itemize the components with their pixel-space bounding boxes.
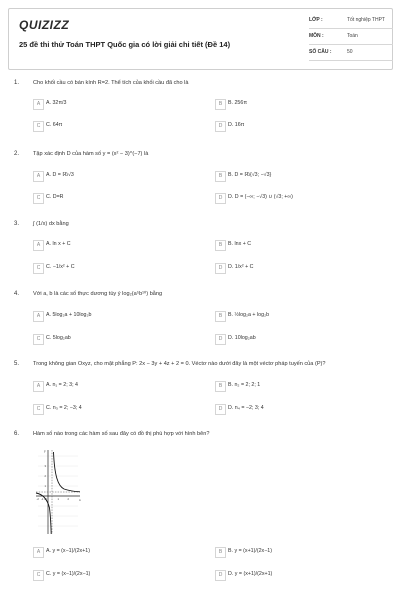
question-number: 5. (14, 361, 20, 367)
option-text: B. D = ℝ\{√3; −√3} (228, 172, 272, 178)
question-number: 3. (14, 221, 20, 227)
function-graph (34, 446, 82, 538)
class-label: LỚP : (309, 17, 323, 23)
question-text: Trong không gian Oxyz, cho mặt phẳng P: 2x − 3y + 4z + 2 = 0. Véctơ nào dưới đây là một véctơ pháp tuyến của (P)? (33, 361, 326, 367)
option-letter-box[interactable]: A (33, 99, 44, 110)
class-value: Tốt nghiệp THPT (347, 17, 385, 23)
option-text: D. 10log₂ab (228, 335, 256, 341)
question-text: Hàm số nào trong các hàm số sau đây có đồ thị phù hợp với hình bên? (33, 431, 210, 437)
option-letter-box[interactable]: C (33, 570, 44, 581)
option-text: B. ½log₂a + log₂b (228, 312, 270, 318)
option-letter-box[interactable]: D (215, 263, 226, 274)
option-letter-box[interactable]: C (33, 121, 44, 132)
option-letter-box[interactable]: D (215, 334, 226, 345)
meta-divider (309, 44, 393, 45)
option-text: A. ln x + C (46, 241, 71, 247)
option-text: A. 32π/3 (46, 100, 67, 106)
option-letter-box[interactable]: D (215, 121, 226, 132)
x-tick-label: -1 (41, 498, 44, 501)
option-letter-box[interactable]: D (215, 404, 226, 415)
question-number: 6. (14, 431, 20, 437)
subject-label: MÔN : (309, 33, 324, 39)
meta-divider (309, 28, 393, 29)
option-letter-box[interactable]: D (215, 570, 226, 581)
question-text: ∫ (1/x) dx bằng (33, 221, 69, 227)
option-text: B. lnx + C (228, 241, 252, 247)
option-text: A. D = ℝ\√3 (46, 172, 74, 178)
x-tick-label: -2 (36, 498, 39, 501)
option-text: A. n₁ = 2; 3; 4 (46, 382, 78, 388)
subject-value: Toán (347, 33, 358, 39)
quiz-title: 25 đề thi thử Toán THPT Quốc gia có lời giải chi tiết (Đề 14) (19, 40, 231, 49)
option-letter-box[interactable]: C (33, 263, 44, 274)
option-text: D. n₄ = −2; 3; 4 (228, 405, 264, 411)
y-tick-label: 2 (44, 475, 46, 478)
y-tick-label: 3 (44, 465, 46, 468)
x-axis-label: x (79, 498, 81, 502)
option-text: C. y = (x−1)/(2x−1) (46, 571, 91, 577)
origin-label: O (44, 497, 47, 501)
count-label: SỐ CÂU : (309, 49, 332, 55)
option-text: A. 5log₂a + 10log₂b (46, 312, 92, 318)
option-letter-box[interactable]: A (33, 240, 44, 251)
option-text: B. 256π (228, 100, 247, 106)
option-text: C. n₃ = 2; −3; 4 (46, 405, 82, 411)
x-tick-label: 1 (57, 498, 59, 501)
option-letter-box[interactable]: A (33, 547, 44, 558)
option-text: D. 16π (228, 122, 245, 128)
option-letter-box[interactable]: B (215, 99, 226, 110)
y-tick-label: 1 (44, 485, 46, 488)
x-tick-label: 2 (67, 498, 69, 501)
question-number: 1. (14, 80, 20, 86)
question-text: Cho khối cầu có bán kính R=2. Thể tích của khối cầu đã cho là (33, 80, 189, 86)
y-axis-label: y (44, 449, 46, 453)
option-text: D. D = (−∞; −√3) ∪ (√3; +∞) (228, 194, 293, 200)
option-text: C. D=R (46, 194, 64, 200)
option-text: D. y = (x+1)/(2x+1) (228, 571, 273, 577)
option-text: C. 5log₂ab (46, 335, 71, 341)
option-text: B. n₂ = 2; 2; 1 (228, 382, 261, 388)
question-number: 4. (14, 291, 20, 297)
option-letter-box[interactable]: B (215, 547, 226, 558)
option-letter-box[interactable]: A (33, 381, 44, 392)
option-letter-box[interactable]: A (33, 311, 44, 322)
option-letter-box[interactable]: C (33, 193, 44, 204)
option-letter-box[interactable]: B (215, 311, 226, 322)
option-text: C. 64π (46, 122, 63, 128)
option-letter-box[interactable]: A (33, 171, 44, 182)
question-text: Tập xác định D của hàm số y = (x² − 3)^(−7) là (33, 151, 149, 157)
option-letter-box[interactable]: B (215, 240, 226, 251)
question-text: Với a, b là các số thực dương tùy ý log₂(a⁵b¹⁰) bằng (33, 291, 163, 297)
option-letter-box[interactable]: C (33, 334, 44, 345)
option-letter-box[interactable]: B (215, 171, 226, 182)
meta-divider (309, 60, 393, 61)
option-text: D. 1/x² + C (228, 264, 254, 270)
quiz-header (8, 8, 393, 70)
option-letter-box[interactable]: B (215, 381, 226, 392)
question-number: 2. (14, 151, 20, 157)
option-letter-box[interactable]: C (33, 404, 44, 415)
option-letter-box[interactable]: D (215, 193, 226, 204)
option-text: C. −1/x² + C (46, 264, 75, 270)
quizizz-logo: QUIZIZZ (19, 18, 70, 32)
count-value: 50 (347, 49, 353, 55)
option-text: A. y = (x−1)/(2x+1) (46, 548, 91, 554)
option-text: B. y = (x+1)/(2x−1) (228, 548, 273, 554)
